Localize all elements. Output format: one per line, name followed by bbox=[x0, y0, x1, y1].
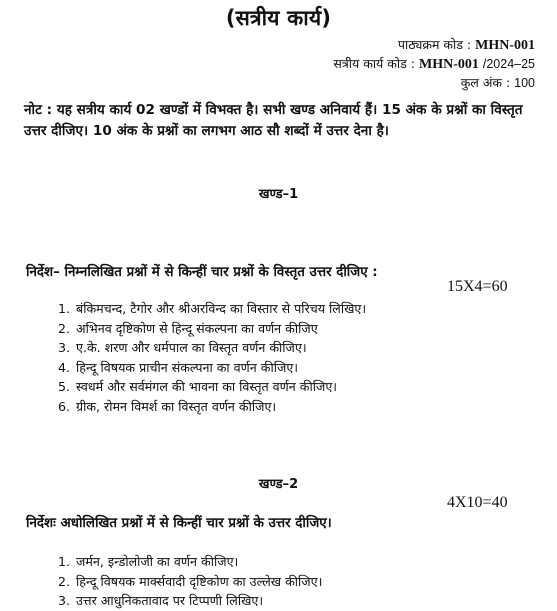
document-title: (सत्रीय कार्य) bbox=[225, 6, 332, 30]
section-2-question-list bbox=[58, 552, 322, 611]
assignment-code-line bbox=[333, 55, 535, 73]
assignment-year: /2024–25 bbox=[482, 57, 535, 71]
section-2-heading: खण्ड–2 bbox=[258, 477, 299, 492]
total-marks-label: कुल अंक : bbox=[460, 75, 511, 90]
section-2-marks: 4X10=40 bbox=[447, 494, 508, 511]
section-2-instruction: निर्देशः अधोलिखित प्रश्नों में से किन्हीं चार प्रश्नों के उत्तर दीजिए। bbox=[26, 516, 332, 531]
assignment-code-value: MHN-001 bbox=[418, 57, 479, 72]
question-item: 4. हिन्दू विषयक प्राचीन संकल्पना का वर्णन कीजिए। bbox=[58, 359, 299, 375]
total-marks-line bbox=[461, 74, 535, 91]
section-1-question-list bbox=[58, 299, 366, 416]
question-item: 3. उत्तर आधुनिकतावाद पर टिप्पणी लिखिए। bbox=[58, 593, 264, 608]
question-item: 1. जर्मन, इन्डोलोजी का वर्णन कीजिए। bbox=[58, 554, 239, 569]
total-marks-value: 100 bbox=[514, 76, 535, 90]
question-item: 2. अभिनव दृष्टिकोण से हिन्दू संकल्पना का वर्णन कीजिए bbox=[58, 320, 318, 336]
instructions-note: नोट : यह सत्रीय कार्य 02 खण्डों में विभक्त है। सभी खण्ड अनिवार्य हैं। 15 अंक के प्रश्नों का विस्तृत उत्तर दीजिए। 10 अंक के प्रश्नों का लगभग आठ सौ शब्दों में उत्तर देना है। bbox=[24, 102, 523, 139]
course-code-value: MHN-001 bbox=[475, 38, 535, 53]
question-item: 1. बंकिमचन्द, टैगोर और श्रीअरविन्द का विस्तार से परिचय लिखिए। bbox=[58, 301, 367, 316]
course-code-line bbox=[398, 36, 535, 54]
question-item: 3. ए.के. शरण और धर्मपाल का विस्तृत वर्णन कीजिए। bbox=[58, 340, 307, 355]
question-item: 6. ग्रीक, रोमन विमर्श का विस्तृत वर्णन कीजिए। bbox=[58, 398, 277, 414]
question-item: 2. हिन्दू विषयक मार्क्सवादी दृष्टिकोण का उल्लेख कीजिए। bbox=[58, 573, 323, 589]
section-1-marks: 15X4=60 bbox=[447, 278, 508, 295]
assignment-code-label: सत्रीय कार्य कोड : bbox=[333, 56, 415, 71]
question-item: 5. स्वधर्म और सर्वमंगल की भावना का विस्तृत वर्णन कीजिए। bbox=[58, 379, 338, 394]
course-code-label: पाठ्यक्रम कोड : bbox=[397, 37, 472, 52]
section-1-instruction: निर्देश– निम्नलिखित प्रश्नों में से किन्हीं चार प्रश्नों के विस्तृत उत्तर दीजिए : bbox=[26, 265, 378, 280]
section-1-heading: खण्ड–1 bbox=[258, 187, 299, 202]
